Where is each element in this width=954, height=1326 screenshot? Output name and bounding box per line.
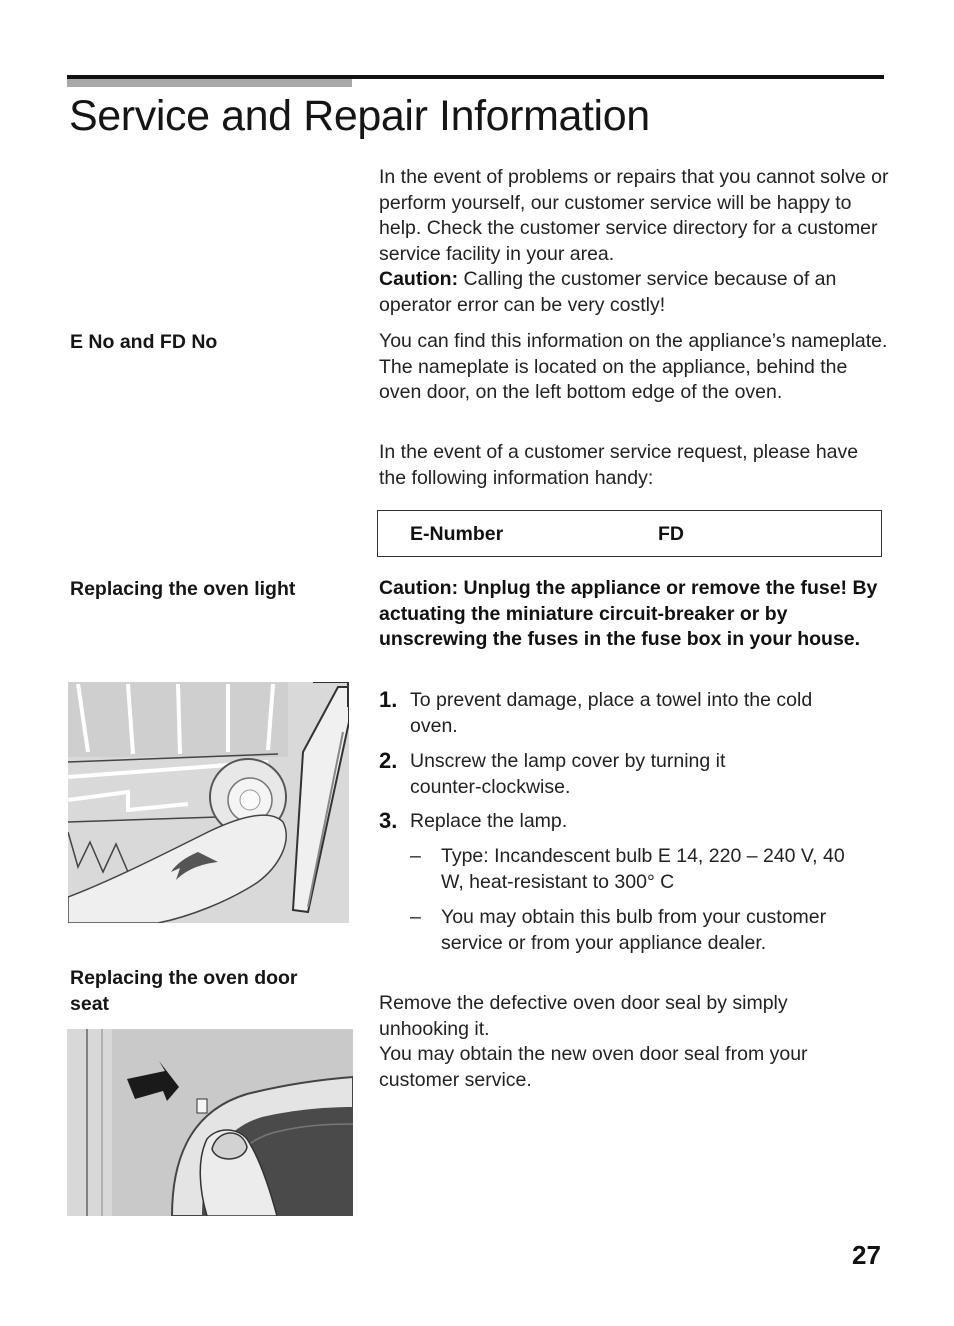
page-number: 27 (852, 1240, 881, 1270)
step-text: Replace the lamp. (410, 810, 568, 832)
eno-text-2: In the event of a customer service request, please have the following information handy: (379, 441, 859, 489)
fd-label: FD (658, 523, 684, 545)
door-seat-text-1: Remove the defective oven door seal by simply unhooking it. (379, 992, 788, 1040)
oven-light-illustration (68, 682, 349, 923)
intro-caution-label: Caution: (379, 268, 459, 290)
header-rule (67, 75, 884, 79)
step-1 (379, 688, 879, 739)
step-text: To prevent damage, place a towel into the cold oven. (410, 689, 813, 737)
step-2 (379, 749, 879, 800)
step-3 (379, 809, 879, 835)
page-title: Service and Repair Information (69, 92, 650, 140)
step-number: 2. (379, 748, 398, 773)
step-number: 1. (379, 687, 398, 712)
section-heading-door-seat: Replacing the oven door seat (70, 967, 298, 1015)
note-dash: – (410, 845, 421, 867)
oven-light-caution: Caution: Unplug the appliance or remove the fuse! By actuating the miniature circuit-breaker or by unscrewing the fuses in the fuse box in your house. (379, 577, 878, 650)
eno-text-1: You can find this information on the appliance’s nameplate. The nameplate is located on the appliance, behind the oven door, on the left bottom edge of the oven. (379, 330, 888, 403)
note-text: Type: Incandescent bulb E 14, 220 – 240 V, 40 W, heat-resistant to 300° C (441, 845, 845, 893)
eno-paragraph-2 (379, 440, 889, 491)
door-seat-text-2: You may obtain the new oven door seal from your customer service. (379, 1043, 808, 1091)
note-text: You may obtain this bulb from your customer service or from your appliance dealer. (441, 906, 827, 954)
door-seat-block (379, 991, 869, 1093)
note-item (410, 844, 880, 895)
header-rule-accent (67, 78, 352, 87)
section-heading-eno: E No and FD No (70, 331, 218, 353)
note-dash: – (410, 906, 421, 928)
step-number: 3. (379, 808, 398, 833)
door-seal-drawing (67, 1029, 353, 1216)
oven-lamp-drawing (68, 682, 349, 923)
intro-block (379, 165, 889, 318)
step-text: Unscrew the lamp cover by turning it counter-clockwise. (410, 750, 726, 798)
intro-caution-text: Calling the customer service because of an operator error can be very costly! (379, 268, 837, 316)
info-box (377, 510, 882, 557)
section-heading-oven-light: Replacing the oven light (70, 578, 296, 600)
intro-text: In the event of problems or repairs that you cannot solve or perform yourself, our customer service will be happy to help. Check the customer service directory for a customer service facility in your area. (379, 166, 889, 265)
note-item (410, 905, 880, 956)
eno-paragraph-1 (379, 329, 889, 406)
door-seal-illustration (67, 1029, 353, 1216)
e-number-label: E-Number (410, 523, 504, 545)
